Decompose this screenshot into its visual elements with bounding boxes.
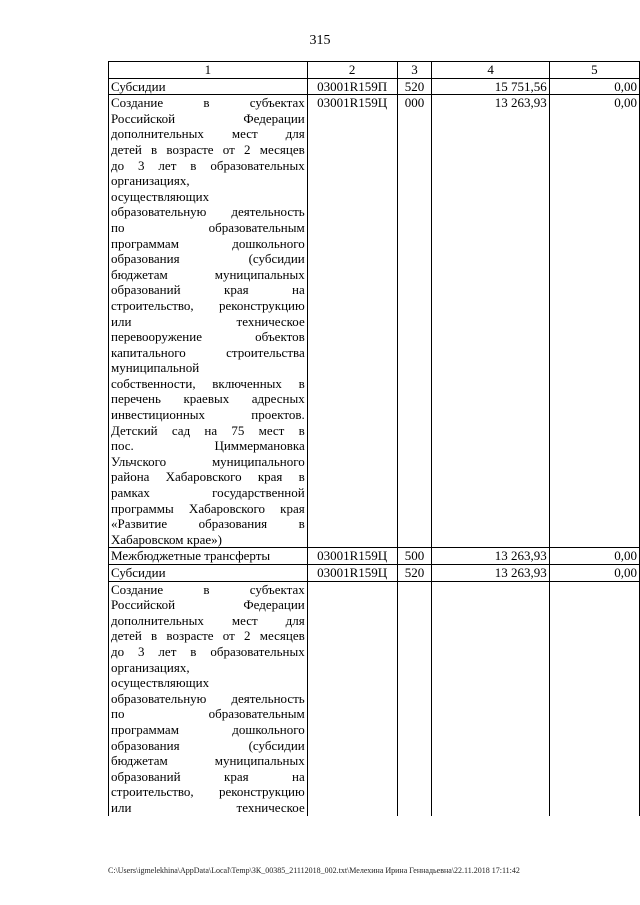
header-col-3: 3	[397, 62, 432, 79]
description-line: дополнительных мест для	[111, 612, 305, 628]
description-line: до 3 лет в образовательных	[111, 643, 305, 659]
row-code: 03001R159Ц	[307, 565, 397, 582]
row-amount-2: 0,00	[549, 95, 639, 548]
description-line: Российской Федерации	[111, 110, 305, 126]
row-type: 000	[397, 95, 432, 548]
description-line: по образовательным	[111, 219, 305, 235]
row-type: 520	[397, 78, 432, 95]
description-line: капитального строительства	[111, 344, 305, 360]
description-line: образования (субсидии	[111, 737, 305, 753]
description-line: собственности, включенных в	[111, 375, 305, 391]
table-row	[109, 581, 640, 815]
description-line: перечень краевых адресных	[111, 391, 305, 407]
description-line: образования (субсидии	[111, 251, 305, 267]
description-line: осуществляющих	[111, 675, 210, 691]
description-line: Хабаровском крае»)	[111, 531, 222, 547]
program-description-lines	[111, 95, 305, 547]
row-code: 03001R159Ц	[307, 95, 397, 548]
row-amount-2: 0,00	[549, 565, 639, 582]
description-line: осуществляющих	[111, 188, 210, 204]
description-line: Создание в субъектах	[111, 581, 305, 597]
description-line: инвестиционных проектов.	[111, 407, 305, 423]
description-line: дополнительных мест для	[111, 126, 305, 142]
row-code: 03001R159Ц	[307, 548, 397, 565]
row-amount: 13 263,93	[432, 548, 549, 565]
row-code: 03001R159П	[307, 78, 397, 95]
description-line: или техническое	[111, 313, 305, 329]
table-header-row	[109, 62, 640, 79]
program-description-lines	[111, 582, 305, 816]
description-line: перевооружение объектов	[111, 329, 305, 345]
header-col-4: 4	[432, 62, 549, 79]
description-line: детей в возрасте от 2 месяцев	[111, 141, 305, 157]
description-line: образований края на	[111, 282, 305, 298]
description-line: строительство, реконструкцию	[111, 784, 305, 800]
file-path-footer: C:\Users\igmelekhina\AppData\Local\Temp\ЗК_00385_21112018_002.txt\Мелехина Ирина Геннадьевна\22.11.2018 17:11:42	[108, 866, 520, 875]
description-line: пос. Циммермановка	[111, 438, 305, 454]
row-description	[109, 95, 308, 548]
row-type: 500	[397, 548, 432, 565]
description-line: «Развитие образования в	[111, 516, 305, 532]
row-amount-2-empty	[549, 581, 639, 815]
description-line: образовательную деятельность	[111, 690, 305, 706]
page-number: 315	[309, 33, 331, 48]
description-line: до 3 лет в образовательных	[111, 157, 305, 173]
description-line: рамках государственной	[111, 485, 305, 501]
row-code-empty	[307, 581, 397, 815]
row-amount: 13 263,93	[432, 565, 549, 582]
row-description	[109, 581, 308, 815]
description-line: строительство, реконструкцию	[111, 297, 305, 313]
description-line: по образовательным	[111, 706, 305, 722]
row-type: 520	[397, 565, 432, 582]
description-line: Создание в субъектах	[111, 95, 305, 111]
description-line: Детский сад на 75 мест в	[111, 422, 305, 438]
row-amount-empty	[432, 581, 549, 815]
description-line: программы Хабаровского края	[111, 500, 305, 516]
header-col-1: 1	[109, 62, 308, 79]
table-row	[109, 565, 640, 582]
description-line: программам дошкольного	[111, 721, 305, 737]
table-row	[109, 95, 640, 548]
description-line: образовательную деятельность	[111, 204, 305, 220]
description-line: программам дошкольного	[111, 235, 305, 251]
row-name: Субсидии	[109, 565, 308, 582]
table-row	[109, 78, 640, 95]
row-name: Межбюджетные трансферты	[109, 548, 308, 565]
row-amount-2: 0,00	[549, 78, 639, 95]
row-type-empty	[397, 581, 432, 815]
row-name: Субсидии	[109, 78, 308, 95]
description-line: Российской Федерации	[111, 597, 305, 613]
row-amount: 13 263,93	[432, 95, 549, 548]
description-line: или техническое	[111, 799, 305, 815]
description-line: детей в возрасте от 2 месяцев	[111, 628, 305, 644]
description-line: организациях,	[111, 659, 190, 675]
description-line: бюджетам муниципальных	[111, 266, 305, 282]
description-line: бюджетам муниципальных	[111, 753, 305, 769]
description-line: организациях,	[111, 173, 190, 189]
header-col-2: 2	[307, 62, 397, 79]
row-amount-2: 0,00	[549, 548, 639, 565]
description-line: района Хабаровского края в	[111, 469, 305, 485]
description-line: муниципальной	[111, 360, 200, 376]
header-col-5: 5	[549, 62, 639, 79]
description-line: образований края на	[111, 768, 305, 784]
description-line: Ульчского муниципального	[111, 453, 305, 469]
budget-table	[108, 61, 640, 816]
table-row	[109, 548, 640, 565]
row-amount: 15 751,56	[432, 78, 549, 95]
